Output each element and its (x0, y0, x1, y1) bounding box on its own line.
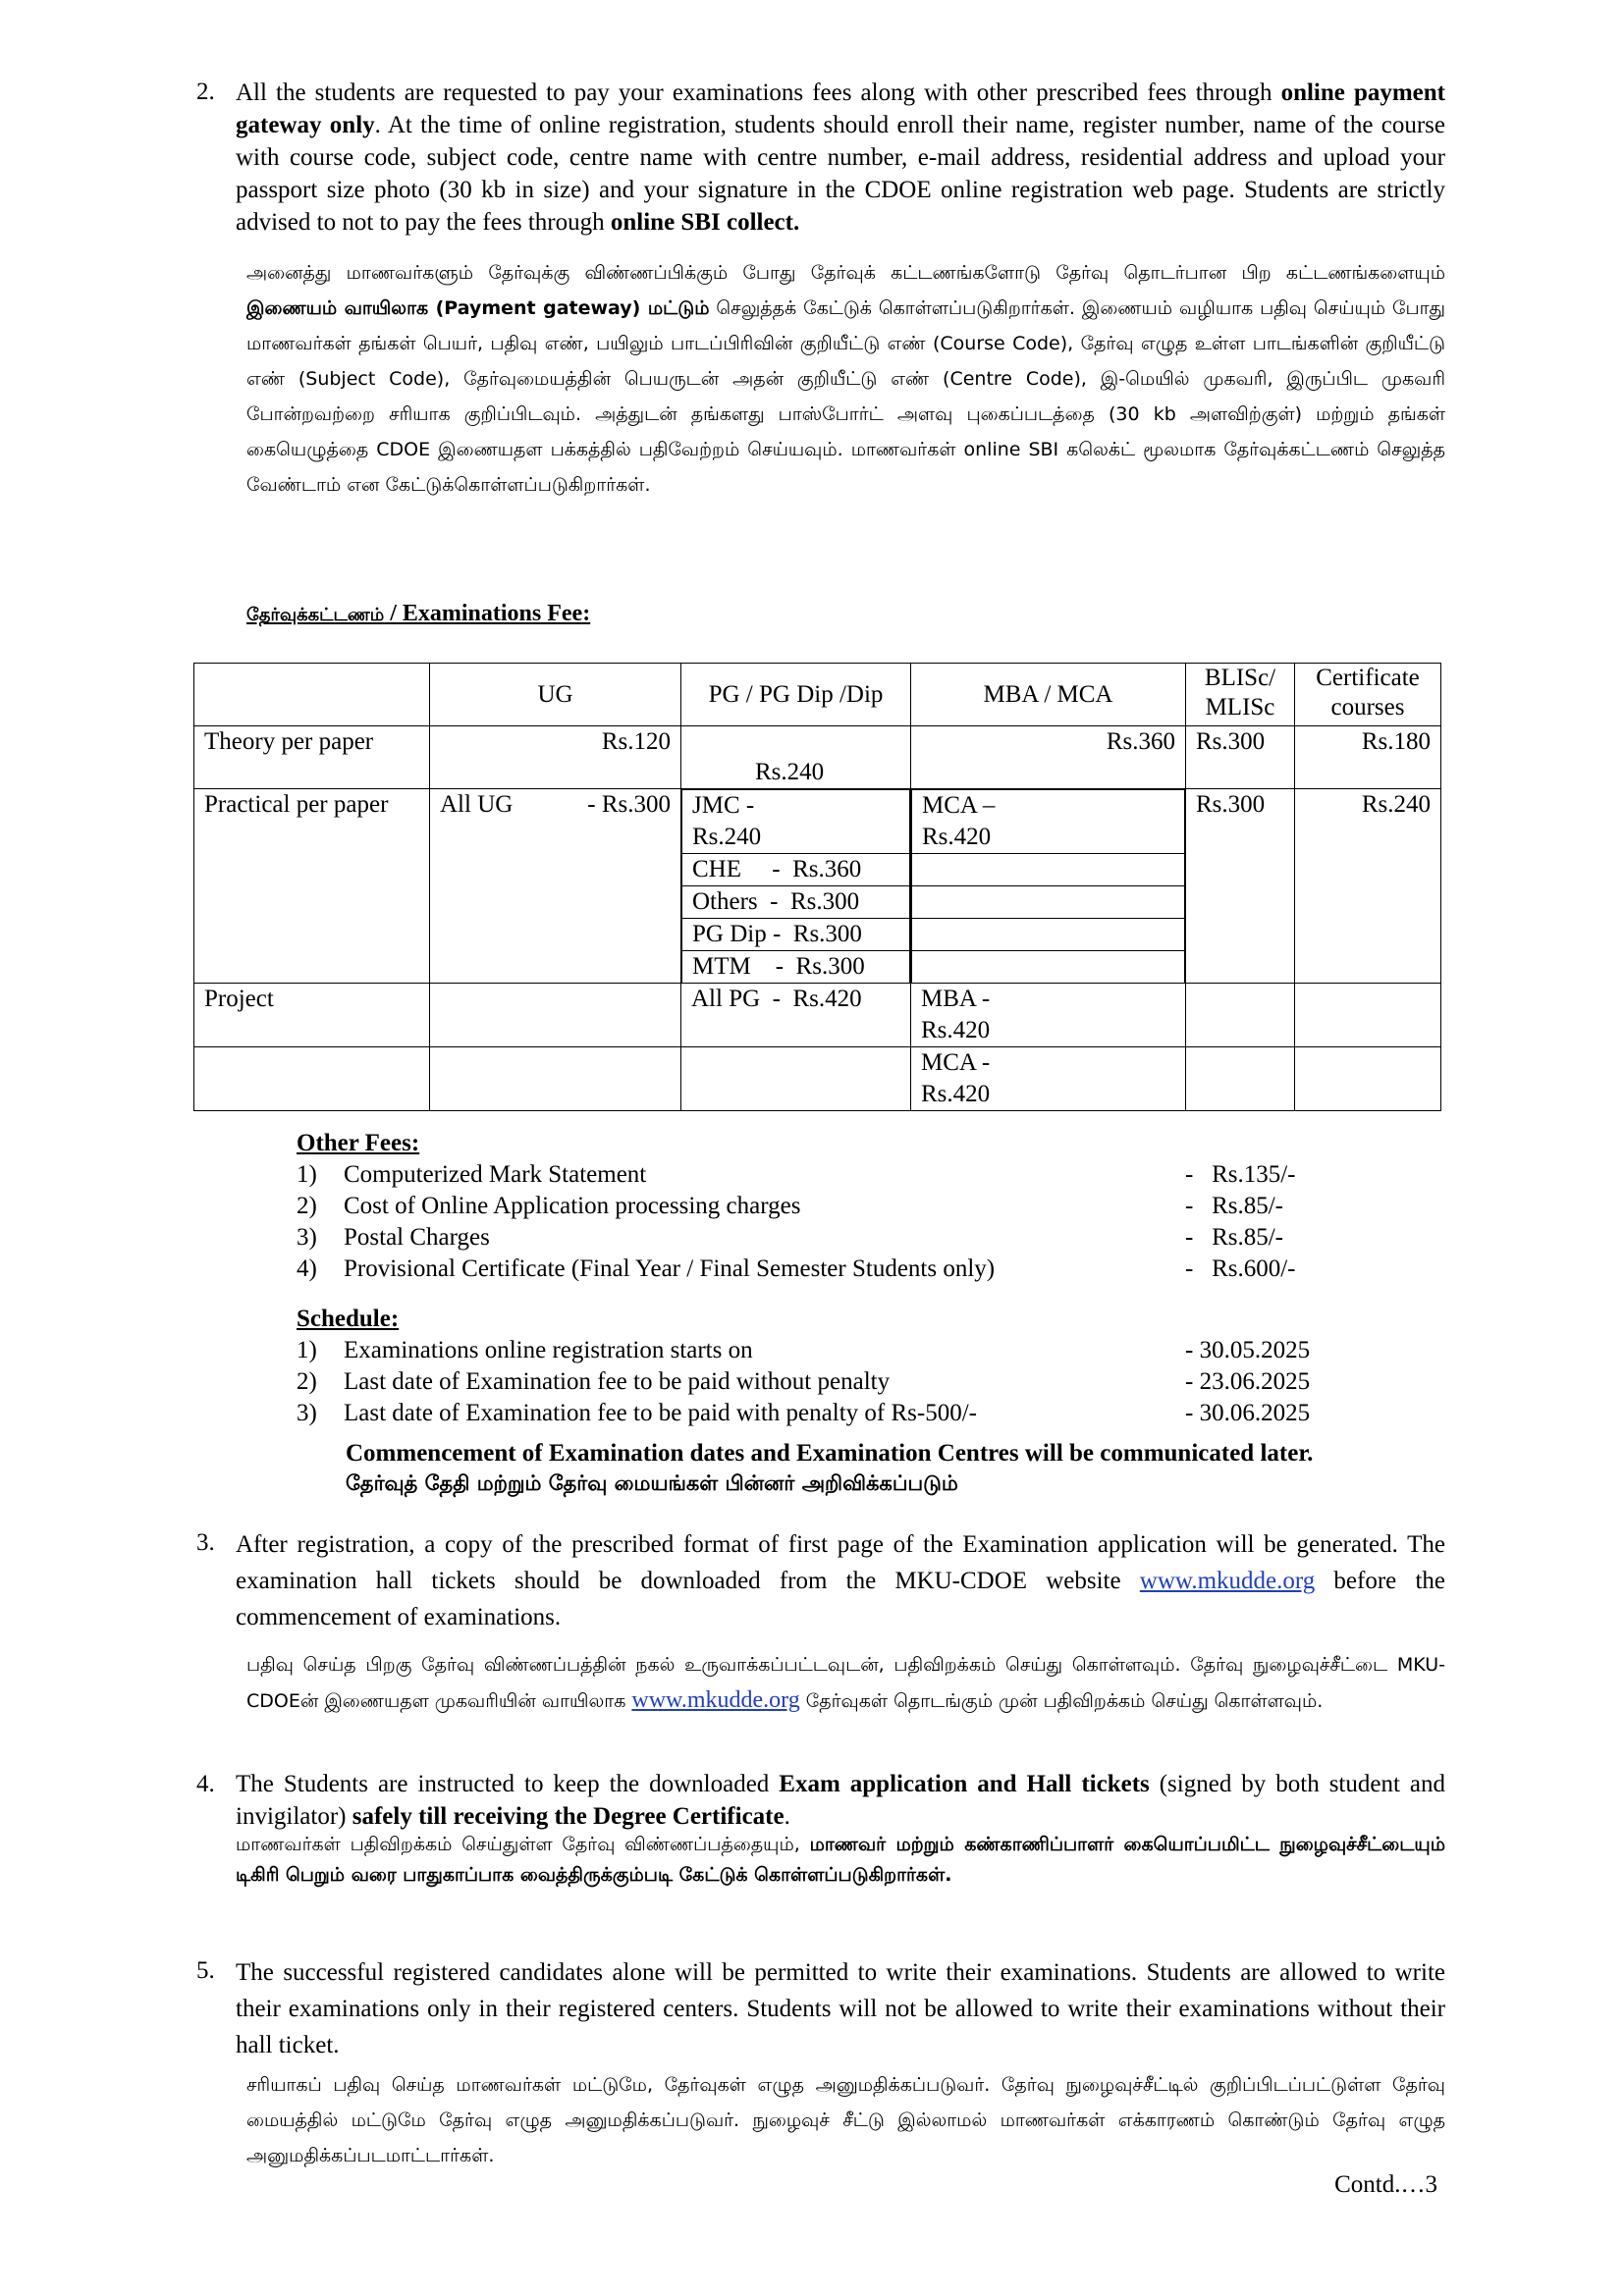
commencement-english: Commencement of Examination dates and Examination Centres will be communicated later. (346, 1440, 1314, 1467)
schedule-heading: Schedule: (297, 1306, 400, 1332)
schedule-item: 1) Examinations online registration starts on - 30.05.2025 (297, 1337, 1311, 1363)
item-3-english: After registration, a copy of the prescribed format of first page of the Examination application will be generated. The examination hall tickets should be downloaded from the MKU-CDOE website www.mkudde.org before the commencement of examinations. (236, 1531, 1445, 1630)
theory-pg: Rs.240 (681, 726, 911, 789)
other-fee-item: 2) Cost of Online Application processing charges - Rs.85/- (297, 1193, 1283, 1219)
item-4-tamil: மாணவர்கள் பதிவிறக்கம் செய்துள்ள தேர்வு விண்ணப்பத்தையும், மாணவர் மற்றும் கண்காணிப்பாளர் கையொப்பமிட்ட நுழைவுச்சீட்டையும் டிகிரி பெறும் வரை பாதுகாப்பாக வைத்திருக்கும்படி கேட்டுக் கொள்ளப்படுகிறார்கள். (236, 1834, 1445, 1886)
project-row-2 (194, 1047, 1441, 1111)
item-3-number: 3. (196, 1529, 215, 1556)
other-fee-item: 4) Provisional Certificate (Final Year / Final Semester Students only) - Rs.600/- (297, 1255, 1296, 1282)
practical-pg-jmc: JMC - Rs.240 (682, 790, 910, 854)
website-link-tamil[interactable]: www.mkudde.org (631, 1687, 800, 1713)
other-fee-item: 3) Postal Charges - Rs.85/- (297, 1224, 1283, 1251)
continued-marker: Contd.…3 (1334, 2171, 1437, 2198)
item-2-english: All the students are requested to pay your examinations fees along with other prescribed fees through online payment gateway only. At the time of online registration, students should enroll their name, register number, name of the course with course code, subject code, centre name with centre number, e-mail address, residential address and upload your passport size photo (30 kb in size) and your signature in the CDOE online registration web page. Students are strictly advised to not to pay the fees through online SBI collect. (236, 80, 1446, 236)
project-label: Project (194, 984, 430, 1047)
item-4-english: The Students are instructed to keep the downloaded Exam application and Hall tickets (signed by both student and invigilator) safely till receiving the Degree Certificate. (236, 1771, 1445, 1830)
header-mba-mca: MBA / MCA (911, 664, 1186, 726)
practical-mba (911, 789, 1186, 984)
project-row-1 (194, 984, 1441, 1047)
schedule-item: 3) Last date of Examination fee to be paid with penalty of Rs-500/- - 30.06.2025 (297, 1400, 1311, 1426)
other-fee-item: 1) Computerized Mark Statement - Rs.135/- (297, 1161, 1296, 1188)
practical-row (194, 789, 1441, 984)
item-3-tamil: பதிவு செய்த பிறகு தேர்வு விண்ணப்பத்தின் நகல் உருவாக்கப்பட்டவுடன், பதிவிறக்கம் செய்து கொள்ளவும். தேர்வு நுழைவுச்சீட்டை MKU-CDOEன் இணையதள முகவரியின் வாயிலாக www.mkudde.org தேர்வுகள் தொடங்கும் முன் பதிவிறக்கம் செய்து கொள்ளவும். (246, 1654, 1445, 1713)
item-5-english: The successful registered candidates alone will be permitted to write their examinations. Students are allowed to write their examinations only in their registered centers. Students will not be allowed to write their examinations without their hall ticket. (236, 1959, 1445, 2058)
practical-ug: All UG - Rs.300 (430, 789, 681, 984)
header-certificate: Certificate courses (1295, 664, 1441, 726)
practical-mca: MCA – Rs.420 (912, 790, 1185, 854)
commencement-notice (346, 1439, 1313, 1498)
header-ug: UG (430, 664, 681, 726)
practical-cert: Rs.240 (1295, 789, 1441, 984)
item-2-number: 2. (196, 79, 215, 105)
theory-mba: Rs.360 (911, 726, 1186, 789)
practical-label: Practical per paper (194, 789, 430, 984)
item-5-tamil: சரியாகப் பதிவு செய்த மாணவர்கள் மட்டுமே, தேர்வுகள் எழுத அனுமதிக்கப்படுவர். தேர்வு நுழைவுச்சீட்டில் குறிப்பிடப்பட்டுள்ள தேர்வு மையத்தில் மட்டுமே தேர்வு எழுத அனுமதிக்கப்படுவர். நுழைவுச் சீட்டு இல்லாமல் மாணவர்கள் எக்காரணம் கொண்டும் தேர்வு எழுத அனுமதிக்கப்படமாட்டார்கள். (246, 2074, 1445, 2166)
practical-pg-mtm: MTM - Rs.300 (682, 951, 910, 984)
theory-blisc: Rs.300 (1186, 726, 1295, 789)
practical-pg-pgdip: PG Dip - Rs.300 (682, 919, 910, 951)
header-pg: PG / PG Dip /Dip (681, 664, 911, 726)
header-blisc: BLISc/ MLISc (1186, 664, 1295, 726)
practical-blisc: Rs.300 (1186, 789, 1295, 984)
item-2-tamil: அனைத்து மாணவர்களும் தேர்வுக்கு விண்ணப்பிக்கும் போது தேர்வுக் கட்டணங்களோடு தேர்வு தொடர்பான பிற கட்டணங்களையும் இணையம் வாயிலாக (Payment gateway) மட்டும் செலுத்தக் கேட்டுக் கொள்ளப்படுகிறார்கள். இணையம் வழியாக பதிவு செய்யும் போது மாணவர்கள் தங்கள் பெயர், பதிவு எண், பயிலும் பாடப்பிரிவின் குறியீட்டு எண் (Course Code), தேர்வு எழுத உள்ள பாடங்களின் குறியீட்டு எண் (Subject Code), தேர்வுமையத்தின் பெயருடன் அதன் குறியீட்டு எண் (Centre Code), இ-மெயில் முகவரி, இருப்பிட முகவரி போன்றவற்றை சரியாக குறிப்பிடவும். அத்துடன் தங்களது பாஸ்போர்ட் அளவு புகைப்படத்தை (30 kb அளவிற்குள்) மற்றும் தங்கள் கையெழுத்தை CDOE இணையதள பக்கத்தில் பதிவேற்றம் செய்யவும். மாணவர்கள் online SBI கலெக்ட் மூலமாக தேர்வுக்கட்டணம் செலுத்த வேண்டாம் என கேட்டுக்கொள்ளப்படுகிறார்கள். (246, 262, 1445, 496)
item-5-number: 5. (196, 1957, 215, 1984)
examination-fee-table (193, 663, 1441, 1111)
practical-pg-che: CHE - Rs.360 (682, 854, 910, 886)
item-4-number: 4. (196, 1771, 215, 1797)
project-mca: MCA - Rs.420 (911, 1047, 1186, 1111)
project-mba: MBA - Rs.420 (911, 984, 1186, 1047)
theory-row (194, 726, 1441, 789)
schedule-section (297, 1304, 1377, 1429)
schedule-item: 2) Last date of Examination fee to be paid without penalty - 23.06.2025 (297, 1368, 1311, 1395)
website-link[interactable]: www.mkudde.org (1139, 1568, 1316, 1594)
practical-pg-others: Others - Rs.300 (682, 886, 910, 919)
theory-label: Theory per paper (194, 726, 430, 789)
theory-ug: Rs.120 (430, 726, 681, 789)
project-pg: All PG - Rs.420 (681, 984, 911, 1047)
practical-pg (681, 789, 911, 984)
examinations-fee-heading: தேர்வுக்கட்டணம் / Examinations Fee: (246, 601, 591, 626)
theory-cert: Rs.180 (1295, 726, 1441, 789)
other-fees-section (297, 1128, 1377, 1285)
commencement-tamil: தேர்வுத் தேதி மற்றும் தேர்வு மையங்கள் பின்னர் அறிவிக்கப்படும் (346, 1471, 958, 1495)
fee-table-header-row (194, 664, 1441, 726)
other-fees-heading: Other Fees: (297, 1130, 420, 1156)
